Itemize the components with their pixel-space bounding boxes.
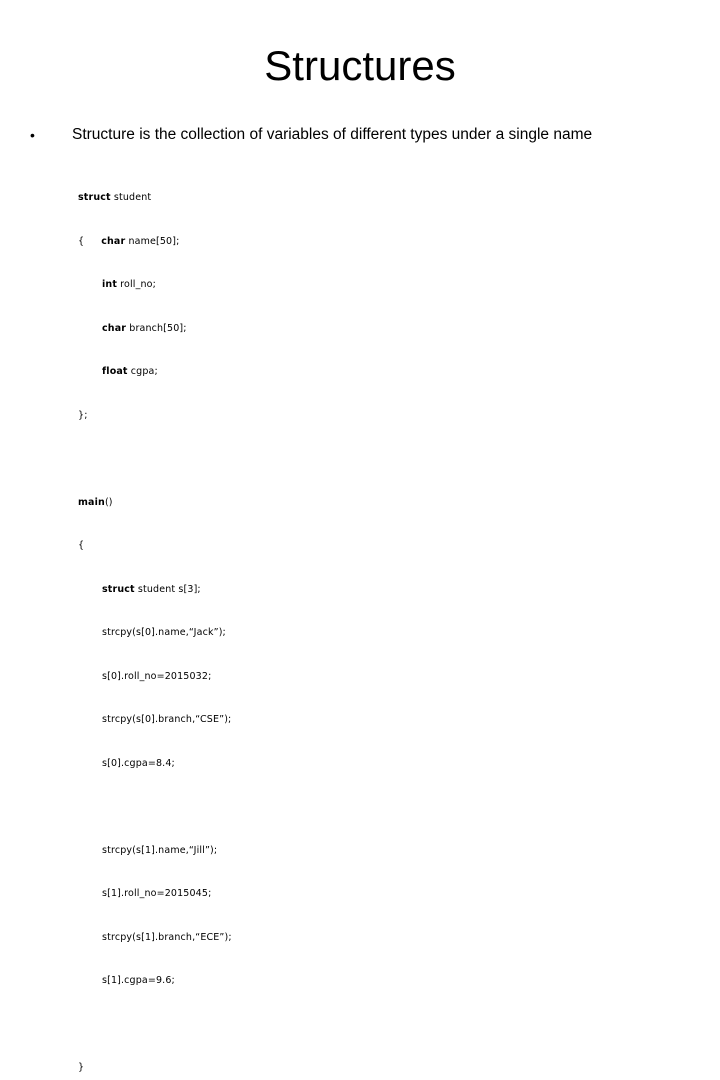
keyword-char: char [101, 235, 126, 247]
keyword-int: int [102, 279, 118, 290]
code-line: strcpy(s[1].branch,“ECE”); [102, 931, 232, 943]
field-name: name[50]; [125, 235, 180, 247]
code-line-branch-field [78, 322, 232, 337]
code-blank-line [78, 452, 232, 467]
keyword-main: main [78, 496, 105, 508]
code-block [78, 162, 232, 1080]
code-line-main [78, 496, 232, 511]
var-decl: student s[3]; [134, 583, 201, 595]
code-line: strcpy(s[0].name,“Jack”); [102, 627, 226, 638]
code-line-roll-field [78, 278, 232, 293]
field-cgpa: cgpa; [127, 366, 158, 377]
code-line-close-main: } [78, 1062, 85, 1073]
field-roll: roll_no; [117, 279, 156, 290]
field-branch: branch[50]; [126, 322, 187, 334]
code-line: s[0].roll_no=2015032; [102, 670, 212, 682]
code-line-name-field [78, 235, 232, 250]
keyword-float: float [102, 366, 128, 377]
code-line: s[1].roll_no=2015045; [102, 888, 212, 899]
code-blank-line [78, 1018, 232, 1033]
main-paren: () [104, 496, 113, 508]
struct-name: student [110, 192, 152, 203]
bullet-text: Structure is the collection of variables of different types under a single name [72, 126, 593, 143]
keyword-struct: struct [102, 583, 135, 595]
code-blank-line [78, 800, 232, 815]
code-line-var-decl [78, 583, 232, 598]
code-line: s[1].cgpa=9.6; [102, 975, 175, 986]
code-line-close-struct: }; [78, 409, 88, 421]
slide-title: Structures [264, 42, 456, 89]
bullet-icon: • [30, 127, 35, 143]
keyword-struct: struct [78, 192, 111, 203]
code-line: s[0].cgpa=8.4; [102, 757, 175, 769]
code-line-open-main: { [78, 540, 85, 551]
code-line: strcpy(s[0].branch,“CSE”); [102, 714, 232, 725]
code-line: strcpy(s[1].name,“Jill”); [102, 844, 218, 856]
open-brace: { [78, 235, 85, 247]
code-line-struct-decl [78, 191, 232, 206]
code-line-cgpa-field [78, 365, 232, 380]
keyword-char: char [102, 322, 127, 334]
